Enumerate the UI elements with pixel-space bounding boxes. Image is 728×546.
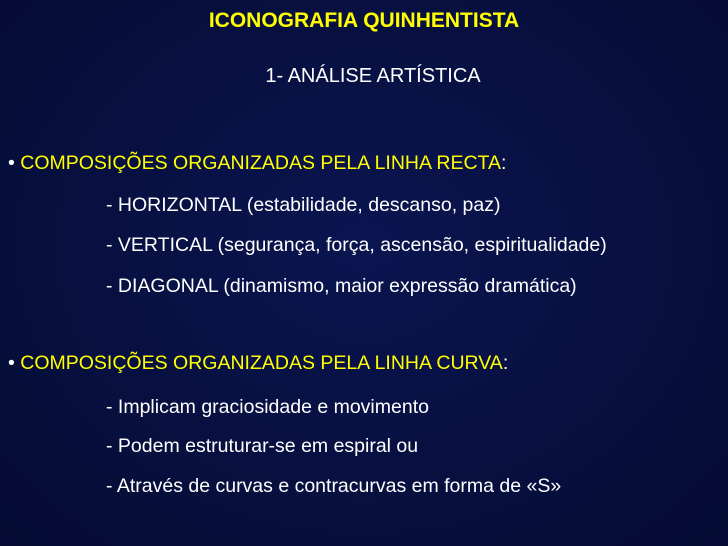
section-curved-line xyxy=(8,352,508,375)
list-item: - HORIZONTAL (estabilidade, descanso, paz) xyxy=(106,194,501,216)
section-colon: : xyxy=(502,352,509,374)
slide-title: ICONOGRAFIA QUINHENTISTA xyxy=(208,9,520,32)
slide-subtitle: 1- ANÁLISE ARTÍSTICA xyxy=(265,65,481,87)
section-heading: COMPOSIÇÕES ORGANIZADAS PELA LINHA CURVA xyxy=(20,352,503,374)
list-item: - VERTICAL (segurança, força, ascensão, espiritualidade) xyxy=(106,234,607,256)
section-straight-line xyxy=(8,152,506,175)
section-heading: COMPOSIÇÕES ORGANIZADAS PELA LINHA RECTA xyxy=(20,152,501,174)
section-colon: : xyxy=(501,152,507,174)
bullet-icon: • xyxy=(8,352,15,374)
bullet-icon: • xyxy=(8,152,15,174)
list-item: - Implicam graciosidade e movimento xyxy=(106,396,429,418)
list-item: - DIAGONAL (dinamismo, maior expressão dramática) xyxy=(106,275,577,297)
list-item: - Através de curvas e contracurvas em forma de «S» xyxy=(106,475,562,497)
list-item: - Podem estruturar-se em espiral ou xyxy=(106,435,419,457)
